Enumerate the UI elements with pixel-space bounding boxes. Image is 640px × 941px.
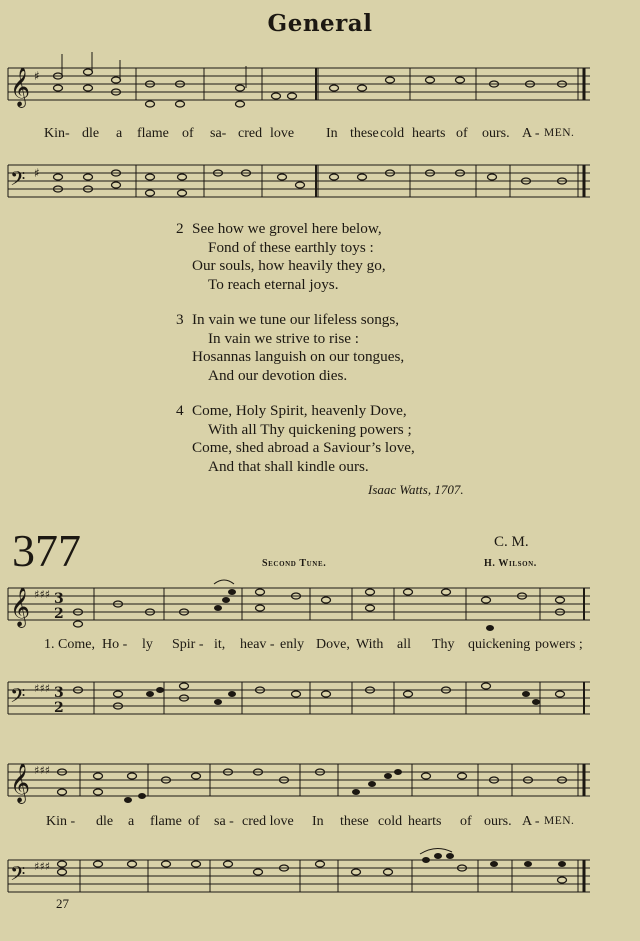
svg-text:♯: ♯ [34,166,40,180]
lyric-syllable: Kin- [44,126,70,141]
lyric-syllable: all [397,637,411,652]
svg-text:𝄞: 𝄞 [10,587,31,627]
verse-line: And that shall kindle ours. [208,457,369,475]
verse-line: Fond of these earthly toys : [208,238,374,256]
lyric-syllable: Dove, [316,637,350,652]
lyric-syllable: ours. [484,814,512,829]
music-staff-377-treble-1 [0,580,640,636]
author-attribution: Isaac Watts, 1707. [368,482,464,497]
verse-line: Come, Holy Spirit, heavenly Dove, [192,402,407,419]
lyrics-376 [0,126,640,144]
lyric-syllable: 1. Come, [44,637,95,652]
composer-name: H. Wilson. [484,558,537,569]
lyric-syllable: Kin - [46,814,76,829]
lyric-syllable: of [456,126,468,141]
lyric-syllable: cred [238,126,263,141]
lyric-syllable: ly [142,637,153,652]
lyric-syllable: In [312,814,324,829]
svg-text:𝄞: 𝄞 [10,67,31,107]
music-staff-376-bass [0,155,640,205]
music-staff-377-bass-1 [0,672,640,722]
verse-3 [176,311,415,385]
lyric-syllable: it, [214,637,226,652]
verse-2 [176,220,415,294]
svg-text:𝄞: 𝄞 [10,763,31,803]
lyric-syllable: quickening [468,637,531,652]
lyric-syllable: ours. [482,126,510,141]
lyric-syllable: hearts [408,814,442,829]
lyrics-377-line2 [0,814,640,832]
lyric-syllable: a [116,126,123,141]
verse-line: See how we grovel here below, [192,220,382,237]
svg-text:𝄢: 𝄢 [10,862,26,890]
hymn-number: 377 [12,525,81,576]
verse-4 [176,402,415,476]
lyric-syllable: of [460,814,472,829]
verse-line: To reach eternal joys. [208,275,339,293]
tune-name: Second Tune. [262,558,327,569]
lyric-syllable: sa- [210,126,227,141]
lyric-syllable: dle [96,814,114,829]
hymn-meter: C. M. [494,534,529,550]
lyric-syllable: of [182,126,194,141]
page-title: General [267,10,373,37]
lyric-syllable: love [270,126,295,141]
music-staff-376-treble [0,60,640,110]
lyric-syllable: MEN. [544,815,575,827]
lyric-syllable: of [188,814,200,829]
lyric-syllable: cred love [242,814,294,829]
lyric-syllable: Ho - [102,637,128,652]
lyric-syllable: heav - [240,637,275,652]
verse-number: 2 [176,220,184,237]
lyric-syllable: With [356,637,384,652]
lyric-syllable: hearts [412,126,446,141]
lyric-syllable: Spir - [172,637,204,652]
lyric-syllable: MEN. [544,127,575,139]
lyric-syllable: flame [150,814,182,829]
page-number: 27 [56,896,69,911]
music-staff-377-treble-2 [0,756,640,812]
lyric-syllable: In [326,126,338,141]
lyric-syllable: A - [522,814,540,829]
lyric-syllable: cold [380,126,405,141]
lyric-syllable: A - [522,126,540,141]
svg-text:3: 3 [54,591,64,607]
verse-number: 3 [176,311,184,328]
verse-line: Come, shed abroad a Saviour’s love, [192,439,415,456]
lyric-syllable: powers ; [535,637,583,652]
lyric-syllable: flame [137,126,169,141]
svg-text:2: 2 [54,606,64,622]
lyric-syllable: cold [378,814,403,829]
lyric-syllable: sa - [214,814,234,829]
svg-text:♯♯♯: ♯♯♯ [34,860,50,873]
lyric-syllable: Thy [432,637,455,652]
verse-line: In vain we strive to rise : [208,329,359,347]
svg-text:2: 2 [54,700,64,716]
svg-text:♯♯♯: ♯♯♯ [34,764,50,777]
music-staff-377-bass-2 [0,850,640,900]
svg-text:♯♯♯: ♯♯♯ [34,588,50,601]
svg-text:𝄢: 𝄢 [10,684,26,712]
verse-line: In vain we tune our lifeless songs, [192,311,400,328]
verse-line: Hosannas languish on our tongues, [192,348,405,365]
lyric-syllable: these [340,814,369,829]
verse-number: 4 [176,402,184,419]
svg-text:♯: ♯ [34,69,40,83]
verses-block [176,220,415,493]
lyric-syllable: these [350,126,379,141]
verse-line: Our souls, how heavily they go, [192,257,386,274]
lyrics-377-line1 [0,637,640,655]
svg-text:3: 3 [54,685,64,701]
lyric-syllable: enly [280,637,305,652]
verse-line: And our devotion dies. [208,366,348,384]
lyric-syllable: a [128,814,135,829]
lyric-syllable: dle [82,126,100,141]
verse-line: With all Thy quickening powers ; [208,420,412,438]
svg-text:♯♯♯: ♯♯♯ [34,682,50,695]
svg-text:𝄢: 𝄢 [10,167,26,195]
